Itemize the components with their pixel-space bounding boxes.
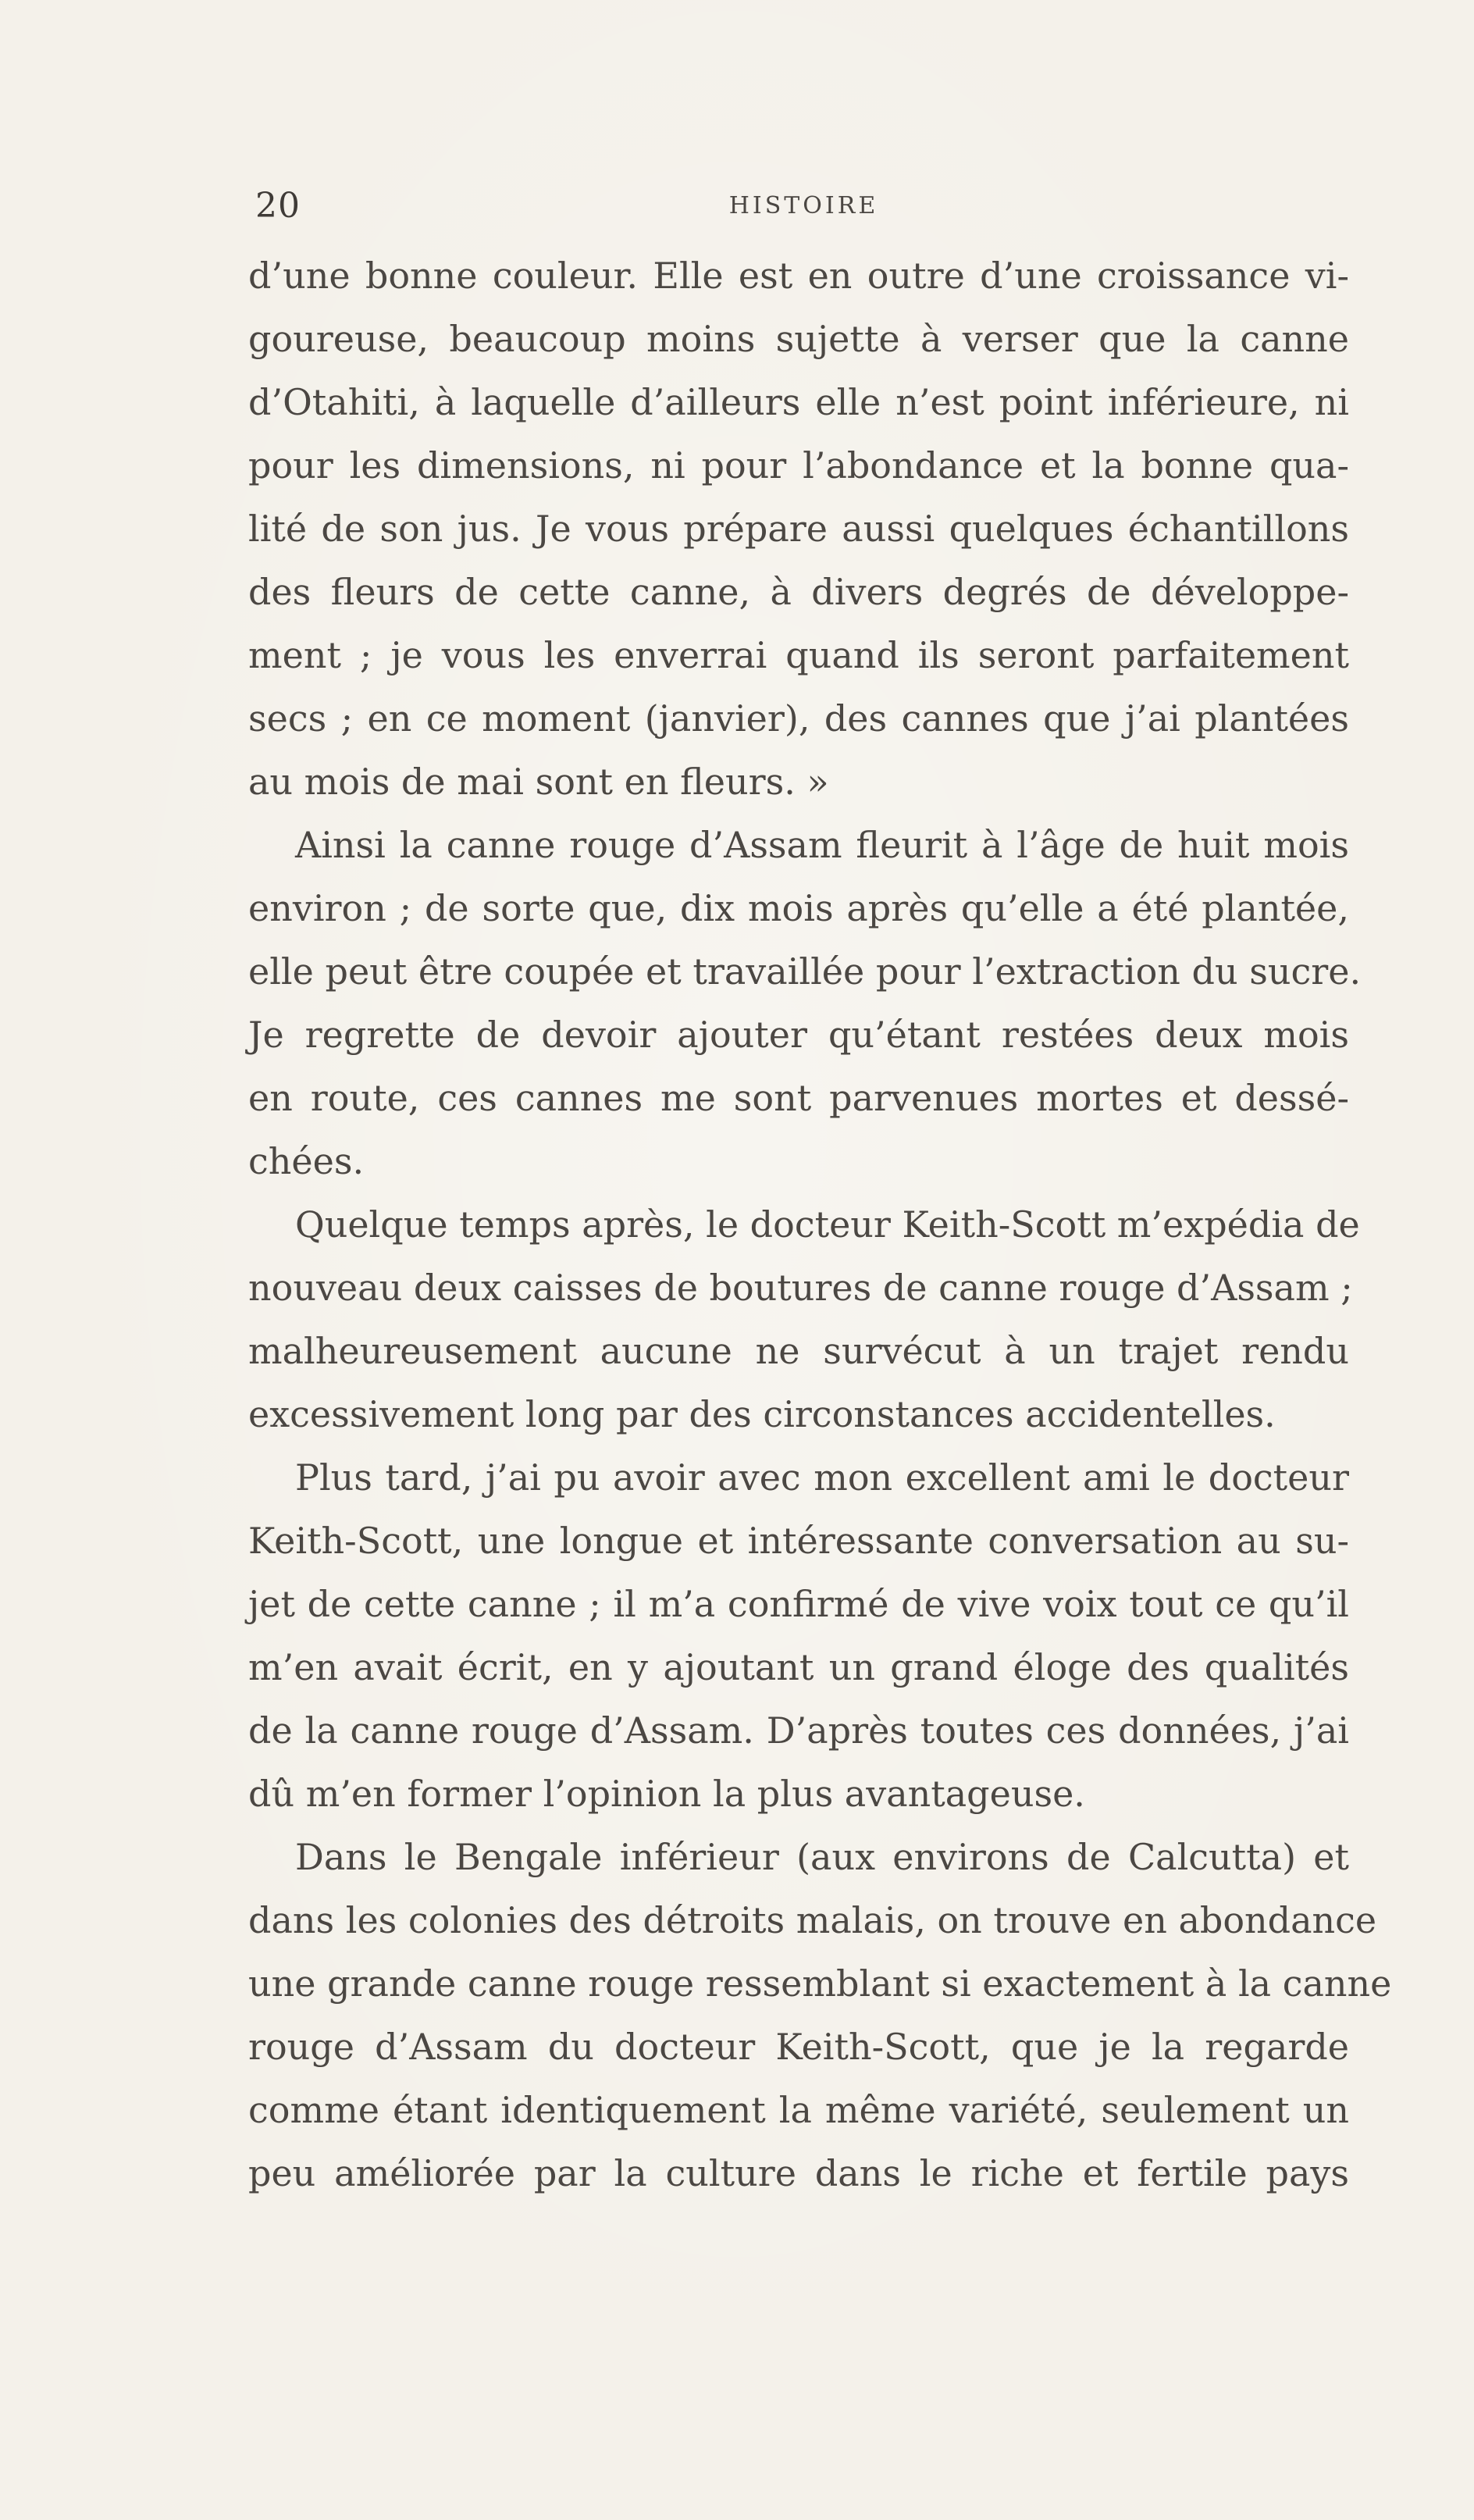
text-line: au mois de mai sont en fleurs. » (248, 761, 829, 803)
text-line: Keith-Scott, une longue et intéressante conversation au su- (248, 1520, 1349, 1562)
text-line: environ ; de sorte que, dix mois après qu’elle a été plantée, (248, 887, 1349, 929)
text-line: peu améliorée par la culture dans le riche et fertile pays (248, 2152, 1349, 2194)
text-line: excessivement long par des circonstances accidentelles. (248, 1393, 1276, 1435)
page-header (255, 186, 1352, 241)
text-line: Plus tard, j’ai pu avoir avec mon excellent ami le docteur (295, 1456, 1349, 1499)
text-line: elle peut être coupée et travaillée pour l’extraction du sucre. (248, 950, 1362, 993)
text-line: Ainsi la canne rouge d’Assam fleurit à l’âge de huit mois (295, 824, 1349, 866)
text-line: comme étant identiquement la même variété, seulement un (248, 2089, 1349, 2131)
text-line: lité de son jus. Je vous prépare aussi quelques échantillons (248, 508, 1349, 550)
text-line: pour les dimensions, ni pour l’abondance et la bonne qua- (248, 444, 1349, 487)
text-line: Je regrette de devoir ajouter qu’étant restées deux mois (248, 1014, 1349, 1056)
text-line: goureuse, beaucoup moins sujette à verser que la canne (248, 318, 1349, 360)
text-line: chées. (248, 1140, 365, 1182)
text-line: une grande canne rouge ressemblant si exactement à la canne (248, 1962, 1392, 2005)
body-text (248, 244, 1392, 2205)
text-line: Dans le Bengale inférieur (aux environs de Calcutta) et (295, 1836, 1349, 1878)
text-line: malheureusement aucune ne survécut à un trajet rendu (248, 1330, 1349, 1372)
text-line: ment ; je vous les enverrai quand ils seront parfaitement (248, 634, 1349, 676)
running-head: HISTOIRE (728, 192, 879, 219)
text-line: d’Otahiti, à laquelle d’ailleurs elle n’est point inférieure, ni (248, 381, 1349, 423)
text-line: de la canne rouge d’Assam. D’après toutes ces données, j’ai (248, 1709, 1349, 1752)
text-line: des fleurs de cette canne, à divers degrés de développe- (248, 571, 1349, 613)
page-number: 20 (255, 186, 301, 226)
text-line: d’une bonne couleur. Elle est en outre d’une croissance vi- (248, 255, 1349, 297)
text-line: en route, ces cannes me sont parvenues mortes et dessé- (248, 1077, 1349, 1119)
text-line: m’en avait écrit, en y ajoutant un grand éloge des qualités (248, 1646, 1349, 1688)
text-line: dû m’en former l’opinion la plus avantageuse. (248, 1773, 1085, 1815)
text-line: rouge d’Assam du docteur Keith-Scott, que je la regarde (248, 2026, 1349, 2068)
text-line: secs ; en ce moment (janvier), des cannes que j’ai plantées (248, 697, 1349, 740)
text-line: nouveau deux caisses de boutures de canne rouge d’Assam ; (248, 1267, 1353, 1309)
text-line: Quelque temps après, le docteur Keith-Scott m’expédia de (295, 1203, 1360, 1246)
text-line: jet de cette canne ; il m’a confirmé de vive voix tout ce qu’il (248, 1583, 1349, 1625)
text-line: dans les colonies des détroits malais, on trouve en abondance (248, 1899, 1377, 1941)
